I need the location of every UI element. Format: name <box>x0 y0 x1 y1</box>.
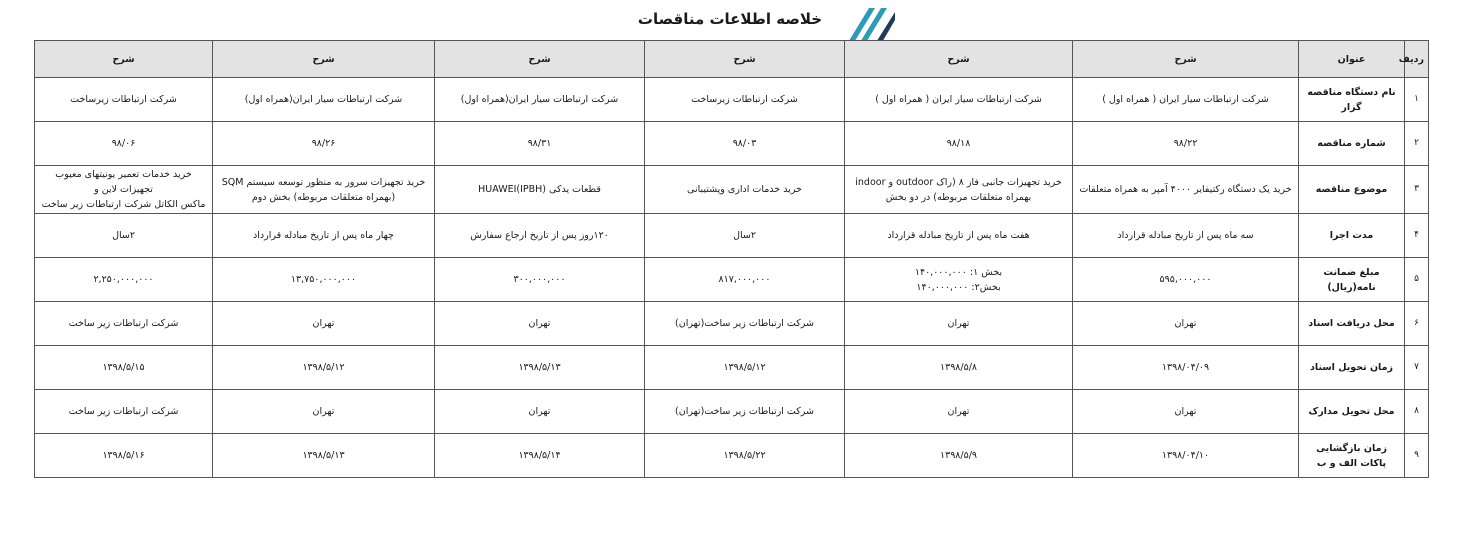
document-title: خلاصه اطلاعات مناقصات <box>637 10 823 28</box>
cell-text-line: ۱۳۹۸/۵/۱۵ <box>102 362 145 373</box>
table-cell <box>35 390 213 434</box>
row-number: ۱ <box>1405 78 1429 122</box>
cell-text-line: تهران <box>947 406 970 417</box>
table-cell <box>435 214 645 258</box>
cell-text-line: ۹۸/۰۶ <box>111 138 136 149</box>
table-row <box>35 214 1429 258</box>
table-cell <box>645 214 845 258</box>
cell-text-line: خرید خدمات اداری وپشتیبانی <box>687 184 802 195</box>
table-cell <box>435 434 645 478</box>
table-cell <box>645 346 845 390</box>
cell-text-line: ۱۳۹۸/۵/۲۲ <box>723 450 766 461</box>
table-row <box>35 122 1429 166</box>
table-cell <box>845 122 1073 166</box>
table-cell <box>1073 302 1299 346</box>
cell-text-line: ۱۳۹۸/۵/۱۲ <box>302 362 345 373</box>
row-label: موضوع مناقصه <box>1299 166 1405 214</box>
row-number: ۵ <box>1405 258 1429 302</box>
header-cell: شرح <box>845 41 1073 78</box>
table-cell <box>845 258 1073 302</box>
table-cell <box>645 78 845 122</box>
cell-text-line: ۹۸/۰۳ <box>732 138 757 149</box>
row-label: محل دریافت اسناد <box>1299 302 1405 346</box>
cell-text-line: شرکت ارتباطات زیر ساخت(تهران) <box>675 318 814 329</box>
cell-text-line: ۱۳۹۸/۰۴/۰۹ <box>1161 362 1210 373</box>
cell-text-line: ۹۸/۲۲ <box>1173 138 1198 149</box>
row-label: مدت اجرا <box>1299 214 1405 258</box>
row-label: محل تحویل مدارک <box>1299 390 1405 434</box>
table-cell <box>645 122 845 166</box>
cell-text-line: ۲سال <box>733 230 756 241</box>
table-cell <box>435 258 645 302</box>
table-header-row <box>35 41 1429 78</box>
cell-text-line: شرکت ارتباطات سیار ایران ( همراه اول ) <box>1102 94 1269 105</box>
table-cell <box>435 122 645 166</box>
table-cell <box>435 346 645 390</box>
row-label: زمان بازگشایی پاکات الف و ب <box>1299 434 1405 478</box>
table-cell <box>35 434 213 478</box>
cell-text-line: ۲سال <box>112 230 135 241</box>
table-cell <box>1073 434 1299 478</box>
table-cell <box>35 258 213 302</box>
cell-text-line: تهران <box>1174 318 1197 329</box>
table-cell <box>213 434 435 478</box>
row-label: نام دستگاه مناقصه گزار <box>1299 78 1405 122</box>
table-cell <box>845 166 1073 214</box>
table-cell <box>1073 78 1299 122</box>
cell-text-line: خرید خدمات تعمیر یونیتهای معیوب تجهیزات لاین و <box>55 169 192 195</box>
cell-text-line: هفت ماه پس از تاریخ مبادله قرارداد <box>887 230 1030 241</box>
row-label: شماره مناقصه <box>1299 122 1405 166</box>
cell-text-line: تهران <box>312 318 335 329</box>
cell-text-line: ۹۸/۳۱ <box>527 138 552 149</box>
table-cell <box>213 166 435 214</box>
table-cell <box>1073 390 1299 434</box>
table-cell <box>845 434 1073 478</box>
table-cell <box>35 122 213 166</box>
cell-text-line: ۱۲۰روز پس از تاریخ ارجاع سفارش <box>470 230 609 241</box>
cell-text-line: ۲,۲۵۰,۰۰۰,۰۰۰ <box>93 274 154 285</box>
row-number: ۹ <box>1405 434 1429 478</box>
cell-text-line: خرید تجهیزات جانبی فاز ۸ (راک outdoor و indoor <box>855 176 1062 188</box>
cell-text-line: تهران <box>528 406 551 417</box>
header-cell: شرح <box>645 41 845 78</box>
table-cell <box>645 166 845 214</box>
row-number: ۴ <box>1405 214 1429 258</box>
table-row <box>35 78 1429 122</box>
table-row <box>35 302 1429 346</box>
table-cell <box>35 302 213 346</box>
table-cell <box>213 214 435 258</box>
cell-text-line: ۱۳۹۸/۵/۱۳ <box>302 450 345 461</box>
table-cell <box>213 258 435 302</box>
row-number: ۷ <box>1405 346 1429 390</box>
cell-text-line: تهران <box>312 406 335 417</box>
cell-text-line: چهار ماه پس از تاریخ مبادله قرارداد <box>253 230 394 241</box>
row-number: ۶ <box>1405 302 1429 346</box>
cell-text-line: خرید تجهیزات سرور به منظور توسعه سیستم SQM <box>221 176 426 188</box>
header-cell: شرح <box>1073 41 1299 78</box>
header-cell: ردیف <box>1405 41 1429 78</box>
table-cell <box>845 302 1073 346</box>
table-cell <box>213 122 435 166</box>
cell-text-line: خرید یک دستگاه رکتیفایر ۴۰۰۰ آمپر به همراه متعلقات <box>1079 184 1292 195</box>
table-cell <box>35 214 213 258</box>
cell-text-line: ۳۰۰,۰۰۰,۰۰۰ <box>513 274 566 285</box>
cell-text-line: ۱۳۹۸/۵/۸ <box>939 362 978 373</box>
table-cell <box>1073 258 1299 302</box>
cell-text-line: ۸۱۷,۰۰۰,۰۰۰ <box>718 274 771 285</box>
cell-text-line: ۱۳۹۸/۵/۱۲ <box>723 362 766 373</box>
table-row <box>35 390 1429 434</box>
table-cell <box>645 390 845 434</box>
cell-text-line: قطعات یدکی (HUAWEI(IPBH <box>478 184 601 195</box>
table-cell <box>435 390 645 434</box>
row-number: ۲ <box>1405 122 1429 166</box>
cell-text-line: شرکت ارتباطات سیار ایران(همراه اول) <box>244 94 403 105</box>
row-number: ۳ <box>1405 166 1429 214</box>
cell-text-line: تهران <box>1174 406 1197 417</box>
cell-text-line: ۹۸/۲۶ <box>311 138 336 149</box>
table-cell <box>845 346 1073 390</box>
cell-text-line: شرکت ارتباطات زیر ساخت <box>68 406 179 417</box>
table-row <box>35 166 1429 214</box>
table-cell <box>435 78 645 122</box>
table-row <box>35 434 1429 478</box>
table-cell <box>213 346 435 390</box>
cell-text-line: ۱۳۹۸/۵/۱۶ <box>102 450 145 461</box>
cell-text-line: ۱۳,۷۵۰,۰۰۰,۰۰۰ <box>290 274 357 285</box>
cell-text-line: تهران <box>528 318 551 329</box>
table-cell <box>1073 122 1299 166</box>
cell-text-line: شرکت ارتباطات سیار ایران ( همراه اول ) <box>875 94 1042 105</box>
cell-text-line: تهران <box>947 318 970 329</box>
cell-text-line: ۱۳۹۸/۵/۱۴ <box>518 450 561 461</box>
table-cell <box>35 346 213 390</box>
table-cell <box>1073 346 1299 390</box>
table-cell <box>213 302 435 346</box>
cell-text-line: شرکت ارتباطات سیار ایران(همراه اول) <box>460 94 619 105</box>
table-cell <box>645 302 845 346</box>
header-cell: شرح <box>435 41 645 78</box>
table-cell <box>35 78 213 122</box>
cell-text-line: ۱۳۹۸/۰۴/۱۰ <box>1161 450 1210 461</box>
table-cell <box>645 258 845 302</box>
row-number: ۸ <box>1405 390 1429 434</box>
tenders-table <box>34 40 1429 478</box>
table-body <box>35 78 1429 478</box>
cell-text-line: ۹۸/۱۸ <box>946 138 971 149</box>
cell-text-line: بهمراه متعلقات مربوطه) در دو بخش <box>885 191 1032 203</box>
table-cell <box>213 390 435 434</box>
table-row <box>35 346 1429 390</box>
row-label: زمان تحویل اسناد <box>1299 346 1405 390</box>
table-cell <box>1073 214 1299 258</box>
table-cell <box>435 166 645 214</box>
cell-text-line: شرکت ارتباطات زیرساخت <box>691 94 798 105</box>
cell-text-line: بخش۲: ۱۴۰,۰۰۰,۰۰۰ <box>916 281 1001 293</box>
cell-text-line: ۱۳۹۸/۵/۹ <box>939 450 978 461</box>
table-cell <box>213 78 435 122</box>
cell-text-line: شرکت ارتباطات زیر ساخت <box>68 318 179 329</box>
table-cell <box>1073 166 1299 214</box>
cell-text-line: ماکس الکاتل شرکت ارتباطات زیر ساخت <box>41 199 206 210</box>
cell-text-line: بخش ۱: ۱۴۰,۰۰۰,۰۰۰ <box>914 266 1003 278</box>
cell-text-line: شرکت ارتباطات زیرساخت <box>70 94 177 105</box>
table-cell <box>35 166 213 214</box>
header-cell: عنوان <box>1299 41 1405 78</box>
header-cell: شرح <box>213 41 435 78</box>
table-cell <box>645 434 845 478</box>
cell-text-line: (بهمراه متعلقات مربوطه) بخش دوم <box>251 191 396 203</box>
table-cell <box>845 390 1073 434</box>
table-cell <box>845 214 1073 258</box>
header-cell: شرح <box>35 41 213 78</box>
cell-text-line: ۵۹۵,۰۰۰,۰۰۰ <box>1159 274 1212 285</box>
table-row <box>35 258 1429 302</box>
cell-text-line: ۱۳۹۸/۵/۱۳ <box>518 362 561 373</box>
table-cell <box>845 78 1073 122</box>
table-cell <box>435 302 645 346</box>
row-label: مبلغ ضمانت نامه(ریال) <box>1299 258 1405 302</box>
cell-text-line: سه ماه پس از تاریخ مبادله قرارداد <box>1117 230 1254 241</box>
cell-text-line: شرکت ارتباطات زیر ساخت(تهران) <box>675 406 814 417</box>
